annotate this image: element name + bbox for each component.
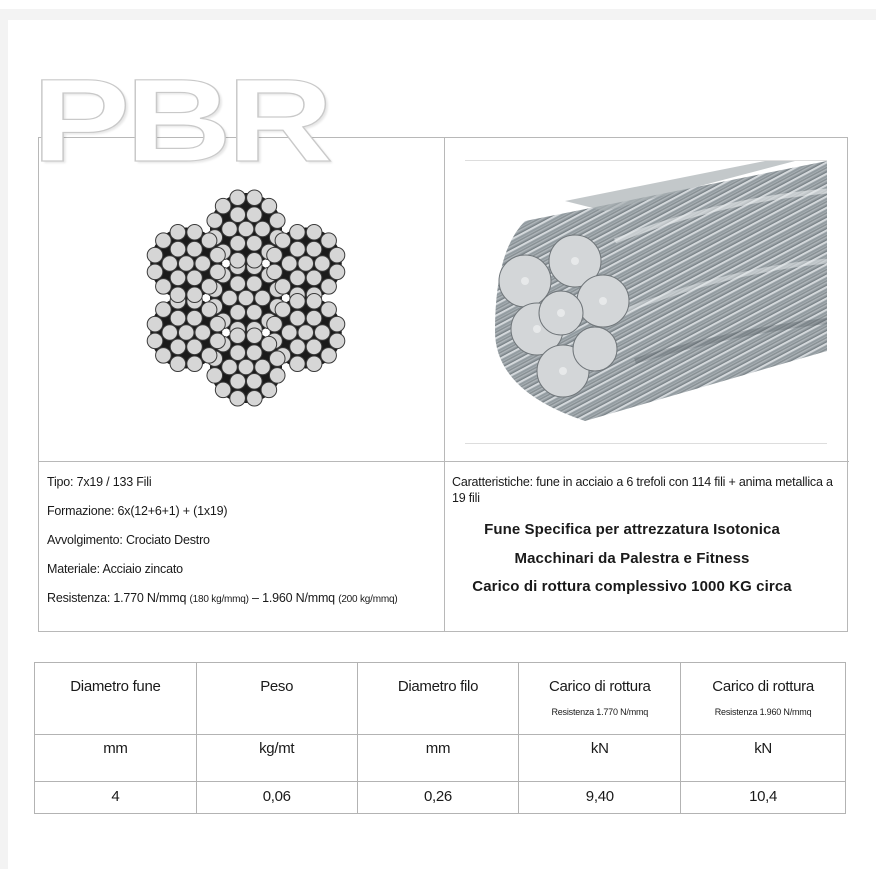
header-sub-1960: Resistenza 1.960 N/mmq [714,707,812,717]
spec-materiale: Materiale: Acciaio zincato [47,562,183,576]
cell-carico-1770: 9,40 [519,782,681,814]
brand-logo: PBR [32,55,329,187]
cell-peso: 0,06 [196,782,357,814]
spec-formazione: Formazione: 6x(12+6+1) + (1x19) [47,504,228,518]
table-header-row [35,663,846,735]
steel-wire-rope-photo [465,160,827,444]
spec-box [38,137,848,632]
resistenza-value-2: – 1.960 N/mmq [248,591,339,605]
caratteristiche-text: Caratteristiche: fune in acciaio a 6 trefoli con 114 fili + anima metallica a 19 fili [452,475,833,505]
spec-tipo: Tipo: 7x19 / 133 Fili [47,475,152,489]
table-row [35,782,846,814]
top-frame-band [0,0,876,20]
unit-cell: mm [357,735,519,782]
highlight-carico: Carico di rottura complessivo 1000 KG circa [472,578,792,595]
highlight-palestra: Macchinari da Palestra e Fitness [514,550,750,567]
resistenza-kg-2: (200 kg/mmq) [338,594,398,605]
unit-cell: kN [681,735,846,782]
spec-resistenza [47,590,437,619]
unit-cell: mm [35,735,197,782]
rope-features [452,474,842,596]
spec-avvolgimento: Avvolgimento: Crociato Destro [47,533,210,547]
header-diametro-filo: Diametro filo [357,663,519,735]
rope-spec-list [47,474,437,619]
spec-table [34,662,846,814]
cable-cross-section-diagram [135,176,357,420]
unit-cell: kN [519,735,681,782]
resistenza-value-1: Resistenza: 1.770 N/mmq [47,591,190,605]
cell-carico-1960: 10,4 [681,782,846,814]
horizontal-divider [39,461,849,462]
header-peso: Peso [196,663,357,735]
header-carico-1960: Carico di rottura Resistenza 1.960 N/mmq [681,663,846,735]
header-diametro-fune: Diametro fune [35,663,197,735]
vertical-divider [444,138,445,632]
resistenza-kg-1: (180 kg/mmq) [189,594,249,605]
cell-diametro-fune: 4 [35,782,197,814]
header-sub-1770: Resistenza 1.770 N/mmq [551,707,649,717]
unit-cell: kg/mt [196,735,357,782]
highlight-isotonica: Fune Specifica per attrezzatura Isotonica [484,521,780,538]
header-carico-1770: Carico di rottura Resistenza 1.770 N/mmq [519,663,681,735]
left-frame-strip [0,9,8,869]
cell-diametro-filo: 0,26 [357,782,519,814]
table-units-row [35,735,846,782]
